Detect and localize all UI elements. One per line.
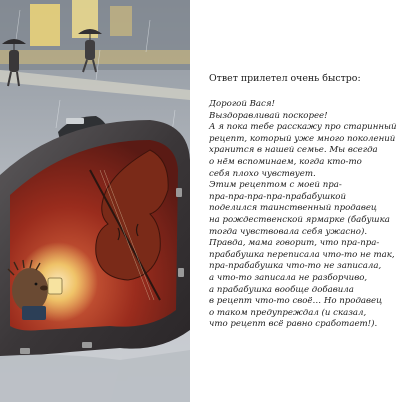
letter-line: о таком предупреждал (и сказал, [209,307,367,318]
letter-line: в рецепт что-то своё… Но продавец [209,296,383,307]
letter-line: себя плохо чувствует. [209,168,316,179]
letter-line: что рецепт всё равно сработает!). [209,319,378,330]
letter-line: Выздоравливай поскорее! [209,110,328,121]
letter-line: Этим рецептом с моей пра- [209,180,342,191]
letter-line: а что-то записала не разборчиво, [209,272,368,283]
letter-line: Правда, мама говорит, что пра-пра- [209,238,380,249]
letter-line: прабабушка переписала что-то не так, [209,249,395,260]
letter-greeting: Дорогой Вася! [209,99,276,109]
letter-line: тогда чувствовала себя ужасно). [209,226,368,237]
watercolor-illustration [0,0,190,402]
letter-line: о нём вспоминаем, когда кто-то [209,156,362,167]
wet-pavement [0,350,190,402]
letter-line: рецепт, который уже много поколений [209,133,396,144]
letter-line: а прабабушка вообще добавила [209,284,354,295]
letter-line: А я пока тебе расскажу про старинный [209,122,397,133]
letter-line: хранится в нашей семье. Мы всегда [209,145,378,156]
violin-case [0,120,190,356]
letter-line: на рождественской ярмарке (бабушка [209,214,390,225]
letter-line: пра-прабабушка что-то не записала, [209,261,382,272]
text-page [190,0,400,402]
intro-line: Ответ прилетел очень быстро: [209,73,361,84]
letter-body [209,99,397,331]
letter-line: пра-пра-пра-пра-прабабушкой [209,191,346,202]
letter-line: поделился таинственный продавец [209,203,377,214]
illustration-panel [0,0,190,402]
